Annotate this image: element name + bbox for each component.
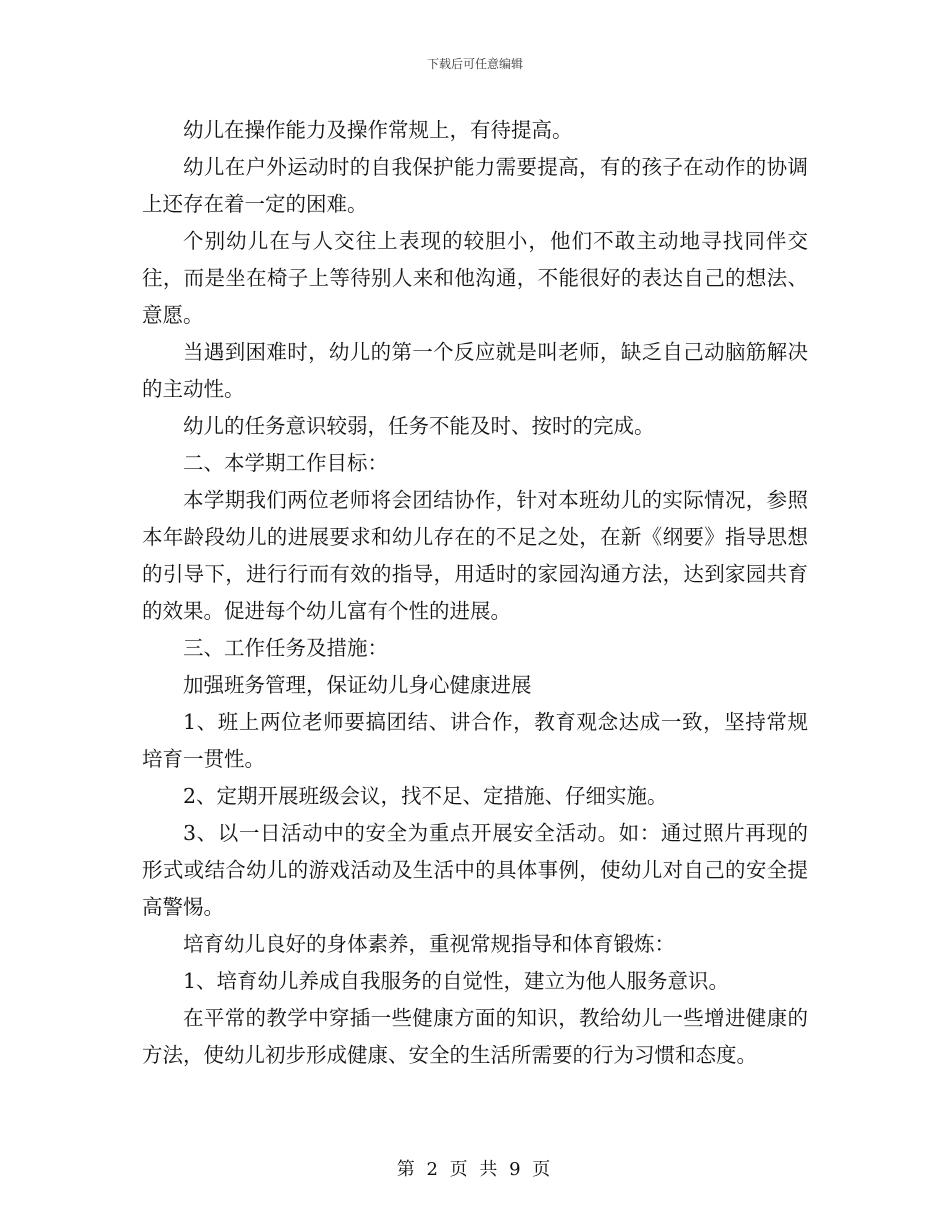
list-item: 1、班上两位老师要搞团结、讲合作，教育观念达成一致，坚持常规培育一贯性。 [142, 710, 808, 771]
paragraph: 幼儿在操作能力及操作常规上，有待提高。 [183, 118, 573, 142]
subheading: 加强班务管理，保证幼儿身心健康进展 [183, 673, 532, 697]
page-number: 第 2 页 共 9 页 [396, 1159, 554, 1180]
body-text [142, 112, 808, 1074]
section-heading: 三、工作任务及措施： [183, 636, 388, 660]
page-header: 下载后可任意编辑 [426, 57, 523, 71]
paragraph: 幼儿在户外运动时的自我保护能力需要提高，有的孩子在动作的协调上还存在着一定的困难。 [142, 155, 808, 216]
paragraph: 在平常的教学中穿插一些健康方面的知识，教给幼儿一些增进健康的方法，使幼儿初步形成健康、安全的生活所需要的行为习惯和态度。 [142, 1006, 808, 1067]
paragraph: 个别幼儿在与人交往上表现的较胆小，他们不敢主动地寻找同伴交往，而是坐在椅子上等待别人来和他沟通，不能很好的表达自己的想法、意愿。 [142, 229, 808, 327]
paragraph: 当遇到困难时，幼儿的第一个反应就是叫老师，缺乏自己动脑筋解决的主动性。 [142, 340, 808, 401]
paragraph: 本学期我们两位老师将会团结协作，针对本班幼儿的实际情况，参照本年龄段幼儿的进展要求和幼儿存在的不足之处，在新《纲要》指导思想的引导下，进行行而有效的指导，用适时的家园沟通方法，达到家园共育的效果。促进每个幼儿富有个性的进展。 [142, 488, 808, 623]
list-item: 1、培育幼儿养成自我服务的自觉性，建立为他人服务意识。 [183, 969, 730, 993]
list-item: 2、定期开展班级会议，找不足、定措施、仔细实施。 [183, 784, 668, 808]
list-item: 3、以一日活动中的安全为重点开展安全活动。如：通过照片再现的形式或结合幼儿的游戏活动及生活中的具体事例，使幼儿对自己的安全提高警惕。 [142, 821, 808, 919]
subheading: 培育幼儿良好的身体素养，重视常规指导和体育锻炼： [183, 932, 675, 956]
paragraph: 幼儿的任务意识较弱，任务不能及时、按时的完成。 [183, 414, 655, 438]
section-heading: 二、本学期工作目标： [183, 451, 388, 475]
